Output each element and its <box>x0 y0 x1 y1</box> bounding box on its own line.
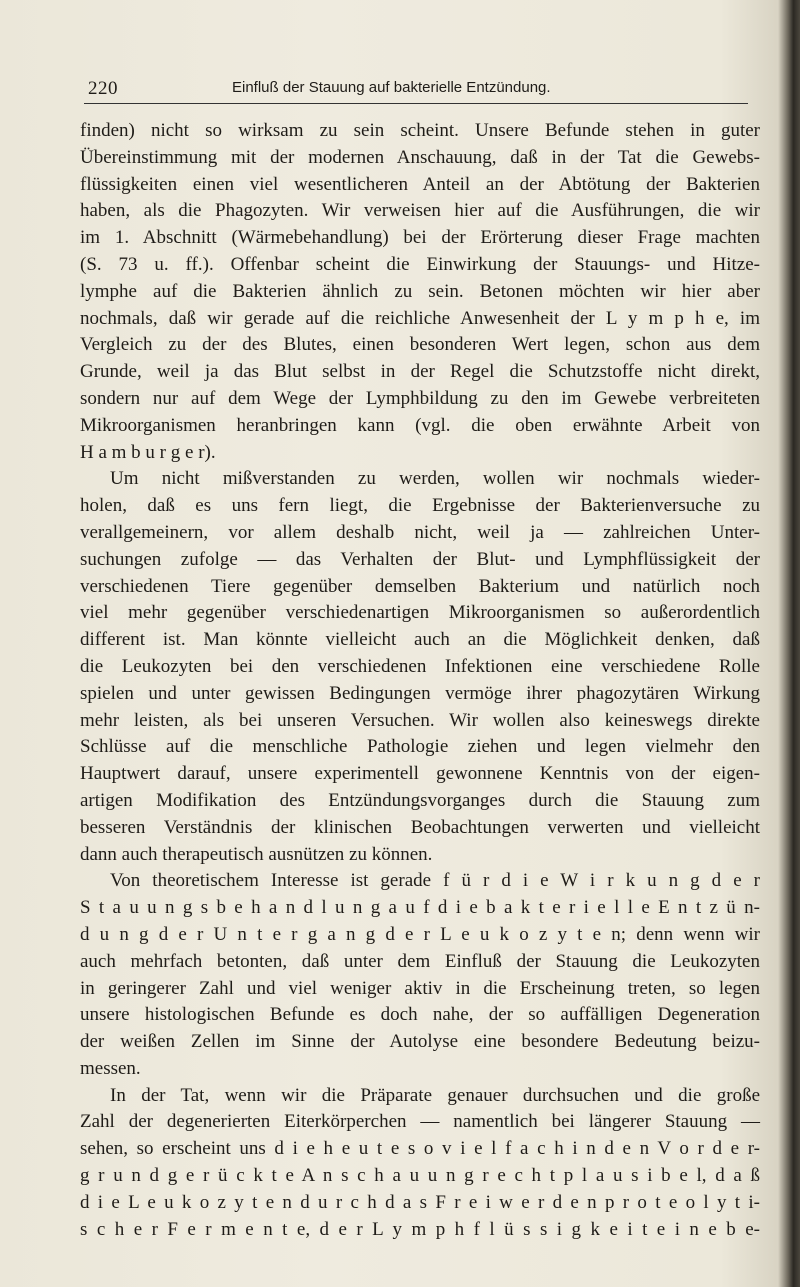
text-line: lymphe auf die Bakterien ähnlich zu sein. Betonen möchten wir hier aber <box>80 280 760 302</box>
page-number: 220 <box>88 78 118 99</box>
text-line: verallgemeinern, vor allem deshalb nicht, weil ja — zahlreichen Unter- <box>80 521 760 543</box>
text-line: auch mehrfach betonten, daß unter dem Einfluß der Stauung die Leukozyten <box>80 950 760 972</box>
text-line: verschiedenen Tiere gegenüber demselben Bakterium und natürlich noch <box>80 575 760 597</box>
text-line: der weißen Zellen im Sinne der Autolyse eine besondere Bedeutung beizu- <box>80 1031 760 1053</box>
text-line: d i e L e u k o z y t e n d u r c h d a s F r e i w e r d e n p r o t e o l y t i- <box>80 1191 760 1213</box>
text-line: finden) nicht so wirksam zu sein scheint. Unsere Befunde stehen in guter <box>80 120 760 141</box>
text-line: s c h e r F e r m e n t e, d e r L y m p h f l ü s s i g k e i t e i n e b e- <box>80 1218 760 1240</box>
text-line: Um nicht mißverstanden zu werden, wollen wir nochmals wieder- <box>110 468 760 490</box>
page-edge-shadow <box>778 0 800 1287</box>
text-line: (S. 73 u. ff.). Offenbar scheint die Einwirkung der Stauungs- und Hitze- <box>80 253 760 275</box>
text-line: Vergleich zu der des Blutes, einen besonderen Wert legen, schon aus dem <box>80 334 760 356</box>
text-line: suchungen zufolge — das Verhalten der Blut- und Lymphflüssigkeit der <box>80 548 760 570</box>
text-line: g r u n d g e r ü c k t e A n s c h a u u n g r e c h t p l a u s i b e l, d a ß <box>80 1165 760 1187</box>
text-line: spielen und unter gewissen Bedingungen vermöge ihrer phagozytären Wirkung <box>80 682 760 704</box>
text-line: sondern nur auf dem Wege der Lymphbildung zu den im Gewebe verbreiteten <box>80 387 760 409</box>
running-title: Einfluß der Stauung auf bakterielle Entzündung. <box>232 79 551 96</box>
text-line: Schlüsse auf die menschliche Pathologie ziehen und legen vielmehr den <box>80 736 760 758</box>
text-line: messen. <box>80 1057 141 1079</box>
text-line: mehr leisten, als bei unseren Versuchen. Wir wollen also keineswegs direkte <box>80 709 760 731</box>
text-line: Von theoretischem Interesse ist gerade f ü r d i e W i r k u n g d e r <box>110 870 760 892</box>
text-line: sehen, so erscheint uns d i e h e u t e s o v i e l f a c h i n d e n V o r d e r- <box>80 1138 760 1160</box>
header-rule <box>84 103 748 104</box>
text-line: unsere histologischen Befunde es doch nahe, der so auffälligen Degeneration <box>80 1004 760 1026</box>
text-line: Zahl der degenerierten Eiterkörperchen — namentlich bei längerer Stauung — <box>80 1111 760 1133</box>
text-line: viel mehr gegenüber verschiedenartigen Mikroorganismen so außerordentlich <box>80 602 760 624</box>
text-line: S t a u u n g s b e h a n d l u n g a u f d i e b a k t e r i e l l e E n t z ü n- <box>80 897 760 919</box>
text-line: Hauptwert darauf, unsere experimentell gewonnene Kenntnis von der eigen- <box>80 763 760 785</box>
text-line: dann auch therapeutisch ausnützen zu können. <box>80 843 433 865</box>
text-line: besseren Verständnis der klinischen Beobachtungen verwerten und vielleicht <box>80 816 760 838</box>
text-line: In der Tat, wenn wir die Präparate genauer durchsuchen und die große <box>110 1084 760 1106</box>
text-line: nochmals, daß wir gerade auf die reichliche Anwesenheit der L y m p h e, im <box>80 307 760 329</box>
text-line: in geringerer Zahl und viel weniger aktiv in die Erscheinung treten, so legen <box>80 977 760 999</box>
text-line: artigen Modifikation des Entzündungsvorganges durch die Stauung zum <box>80 789 760 811</box>
text-line: flüssigkeiten einen viel wesentlicheren Anteil an der Abtötung der Bakterien <box>80 173 760 195</box>
text-line: Übereinstimmung mit der modernen Anschauung, daß in der Tat die Gewebs- <box>80 146 760 168</box>
text-line: H a m b u r g e r). <box>80 441 216 463</box>
text-line: d u n g d e r U n t e r g a n g d e r L e u k o z y t e n; denn wenn wir <box>80 923 760 945</box>
text-line: haben, als die Phagozyten. Wir verweisen hier auf die Ausführungen, die wir <box>80 200 760 222</box>
page-header <box>76 78 748 104</box>
body-text <box>80 118 760 1243</box>
text-line: Mikroorganismen heranbringen kann (vgl. die oben erwähnte Arbeit von <box>80 414 760 436</box>
text-line: Grunde, weil ja das Blut selbst in der Regel die Schutzstoffe nicht direkt, <box>80 361 760 383</box>
text-line: die Leukozyten bei den verschiedenen Infektionen eine verschiedene Rolle <box>80 655 760 677</box>
text-line: different ist. Man könnte vielleicht auch an die Möglichkeit denken, daß <box>80 629 760 651</box>
text-line: holen, daß es uns fern liegt, die Ergebnisse der Bakterienversuche zu <box>80 495 760 517</box>
text-line: im 1. Abschnitt (Wärmebehandlung) bei der Erörterung dieser Frage machten <box>80 227 760 249</box>
